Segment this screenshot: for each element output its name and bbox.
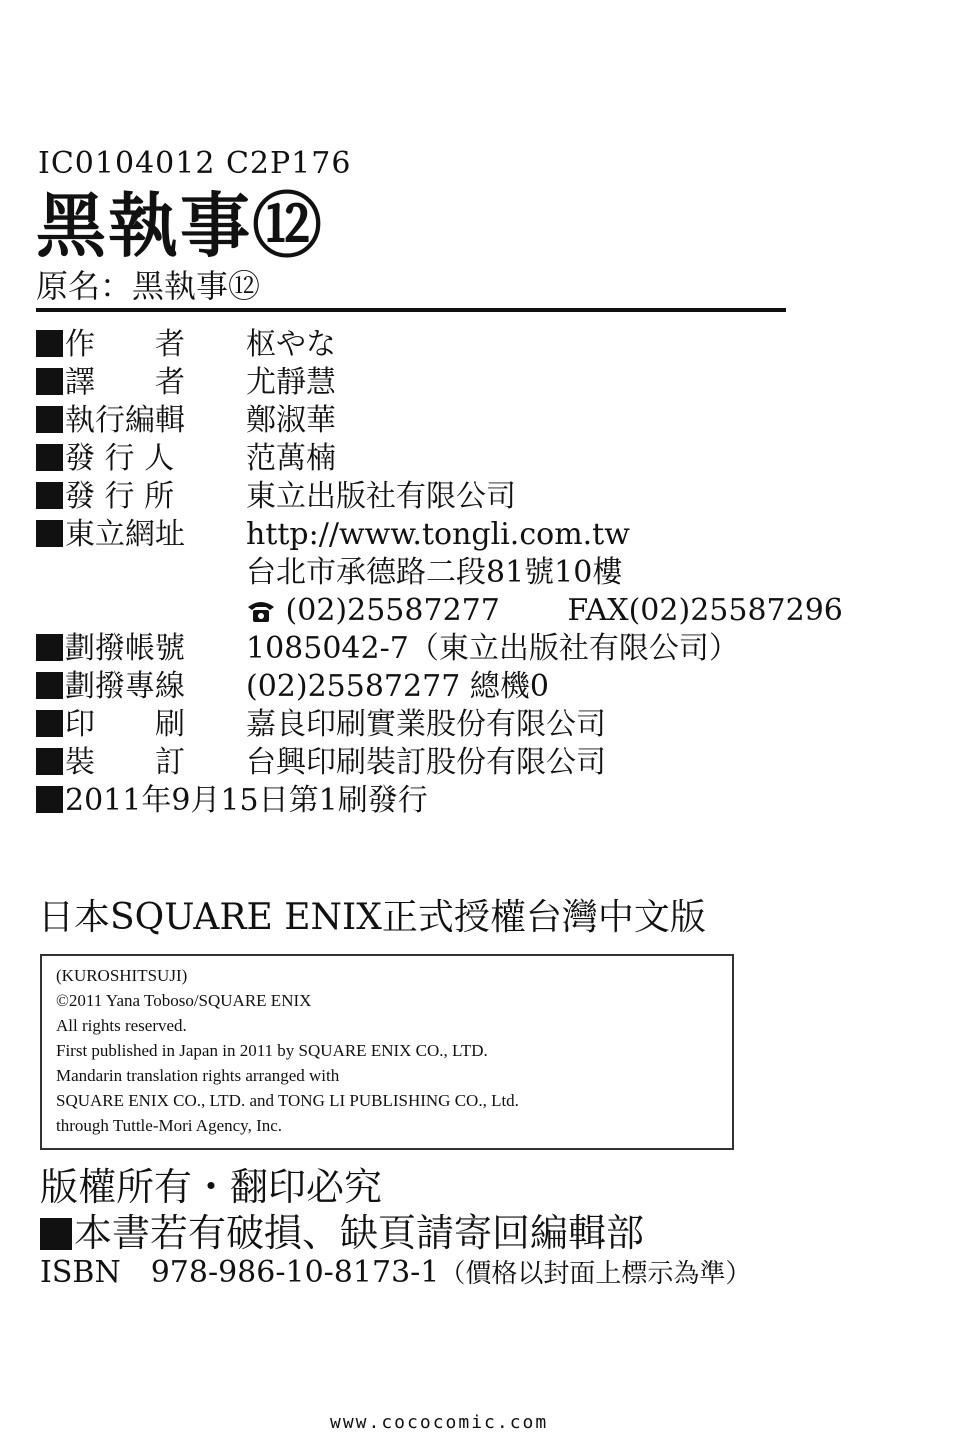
credit-value: 東立出版社有限公司 xyxy=(246,479,516,514)
credit-value: 枢やな xyxy=(246,327,336,362)
publish-date: 2011年9月15日第1刷發行 xyxy=(65,783,428,818)
fax-number: FAX(02)25587296 xyxy=(567,593,843,628)
square-bullet-icon xyxy=(36,368,63,395)
square-bullet-icon xyxy=(36,520,63,547)
address: 台北市承德路二段81號10樓 xyxy=(246,555,623,590)
copyright-line: Mandarin translation rights arranged with xyxy=(56,1066,340,1085)
credit-value: (02)25587277 總機0 xyxy=(246,669,549,704)
credit-label: 發 行 人 xyxy=(65,441,175,476)
credit-label: 發 行 所 xyxy=(65,479,175,514)
copyright-line: All rights reserved. xyxy=(56,1016,187,1035)
copyright-line: through Tuttle-Mori Agency, Inc. xyxy=(56,1116,283,1135)
credit-label: 執行編輯 xyxy=(65,403,185,438)
square-bullet-icon xyxy=(36,748,63,775)
divider xyxy=(36,308,786,312)
damage-notice-row xyxy=(40,1210,644,1256)
product-code: IC0104012 C2P176 xyxy=(38,146,352,181)
isbn-row xyxy=(40,1254,751,1293)
credit-label: 作 者 xyxy=(65,327,185,362)
copyright-box xyxy=(40,954,734,1150)
square-bullet-icon xyxy=(36,482,63,509)
credit-value: 鄭淑華 xyxy=(246,403,336,438)
isbn: ISBN 978-986-10-8173-1 xyxy=(40,1255,440,1290)
square-bullet-icon xyxy=(36,634,63,661)
footer-url: www.cococomic.com xyxy=(330,1412,549,1433)
square-bullet-icon xyxy=(40,1218,72,1250)
square-bullet-icon xyxy=(36,710,63,737)
original-title: 原名：黑執事⑫ xyxy=(36,267,261,305)
credit-label: 東立網址 xyxy=(65,517,185,552)
phone-number: (02)25587277 xyxy=(285,593,500,628)
credit-label: 劃撥帳號 xyxy=(65,631,185,666)
square-bullet-icon xyxy=(36,444,63,471)
website-url: http://www.tongli.com.tw xyxy=(246,517,630,552)
credit-label: 劃撥專線 xyxy=(65,669,185,704)
copyright-line: (KUROSHITSUJI) xyxy=(56,966,188,985)
square-bullet-icon xyxy=(36,786,63,813)
copyright-line: ©2011 Yana Toboso/SQUARE ENIX xyxy=(56,991,312,1010)
damage-notice: 本書若有破損、缺頁請寄回編輯部 xyxy=(74,1211,645,1255)
credit-value: 尤靜慧 xyxy=(246,365,336,400)
copyright-line: First published in Japan in 2011 by SQUARE ENIX CO., LTD. xyxy=(56,1041,488,1060)
price-note: （價格以封面上標示為準） xyxy=(439,1259,752,1289)
authorization-statement: 日本SQUARE ENIX正式授權台灣中文版 xyxy=(38,897,706,938)
credit-value: 台興印刷裝訂股份有限公司 xyxy=(246,745,606,780)
square-bullet-icon xyxy=(36,672,63,699)
book-title: 黑執事⑫ xyxy=(36,184,324,267)
rights-notice: 版權所有・翻印必究 xyxy=(40,1165,383,1209)
credit-label: 印 刷 xyxy=(65,707,185,742)
square-bullet-icon xyxy=(36,330,63,357)
credit-value: 范萬楠 xyxy=(246,441,336,476)
credit-value: 1085042-7（東立出版社有限公司） xyxy=(246,631,739,666)
phone-icon xyxy=(246,599,276,623)
credit-label: 譯 者 xyxy=(65,365,185,400)
credit-value: 嘉良印刷實業股份有限公司 xyxy=(246,707,606,742)
credit-label: 裝 訂 xyxy=(65,745,185,780)
contact-line xyxy=(246,592,843,630)
copyright-line: SQUARE ENIX CO., LTD. and TONG LI PUBLISHING CO., Ltd. xyxy=(56,1091,519,1110)
square-bullet-icon xyxy=(36,406,63,433)
